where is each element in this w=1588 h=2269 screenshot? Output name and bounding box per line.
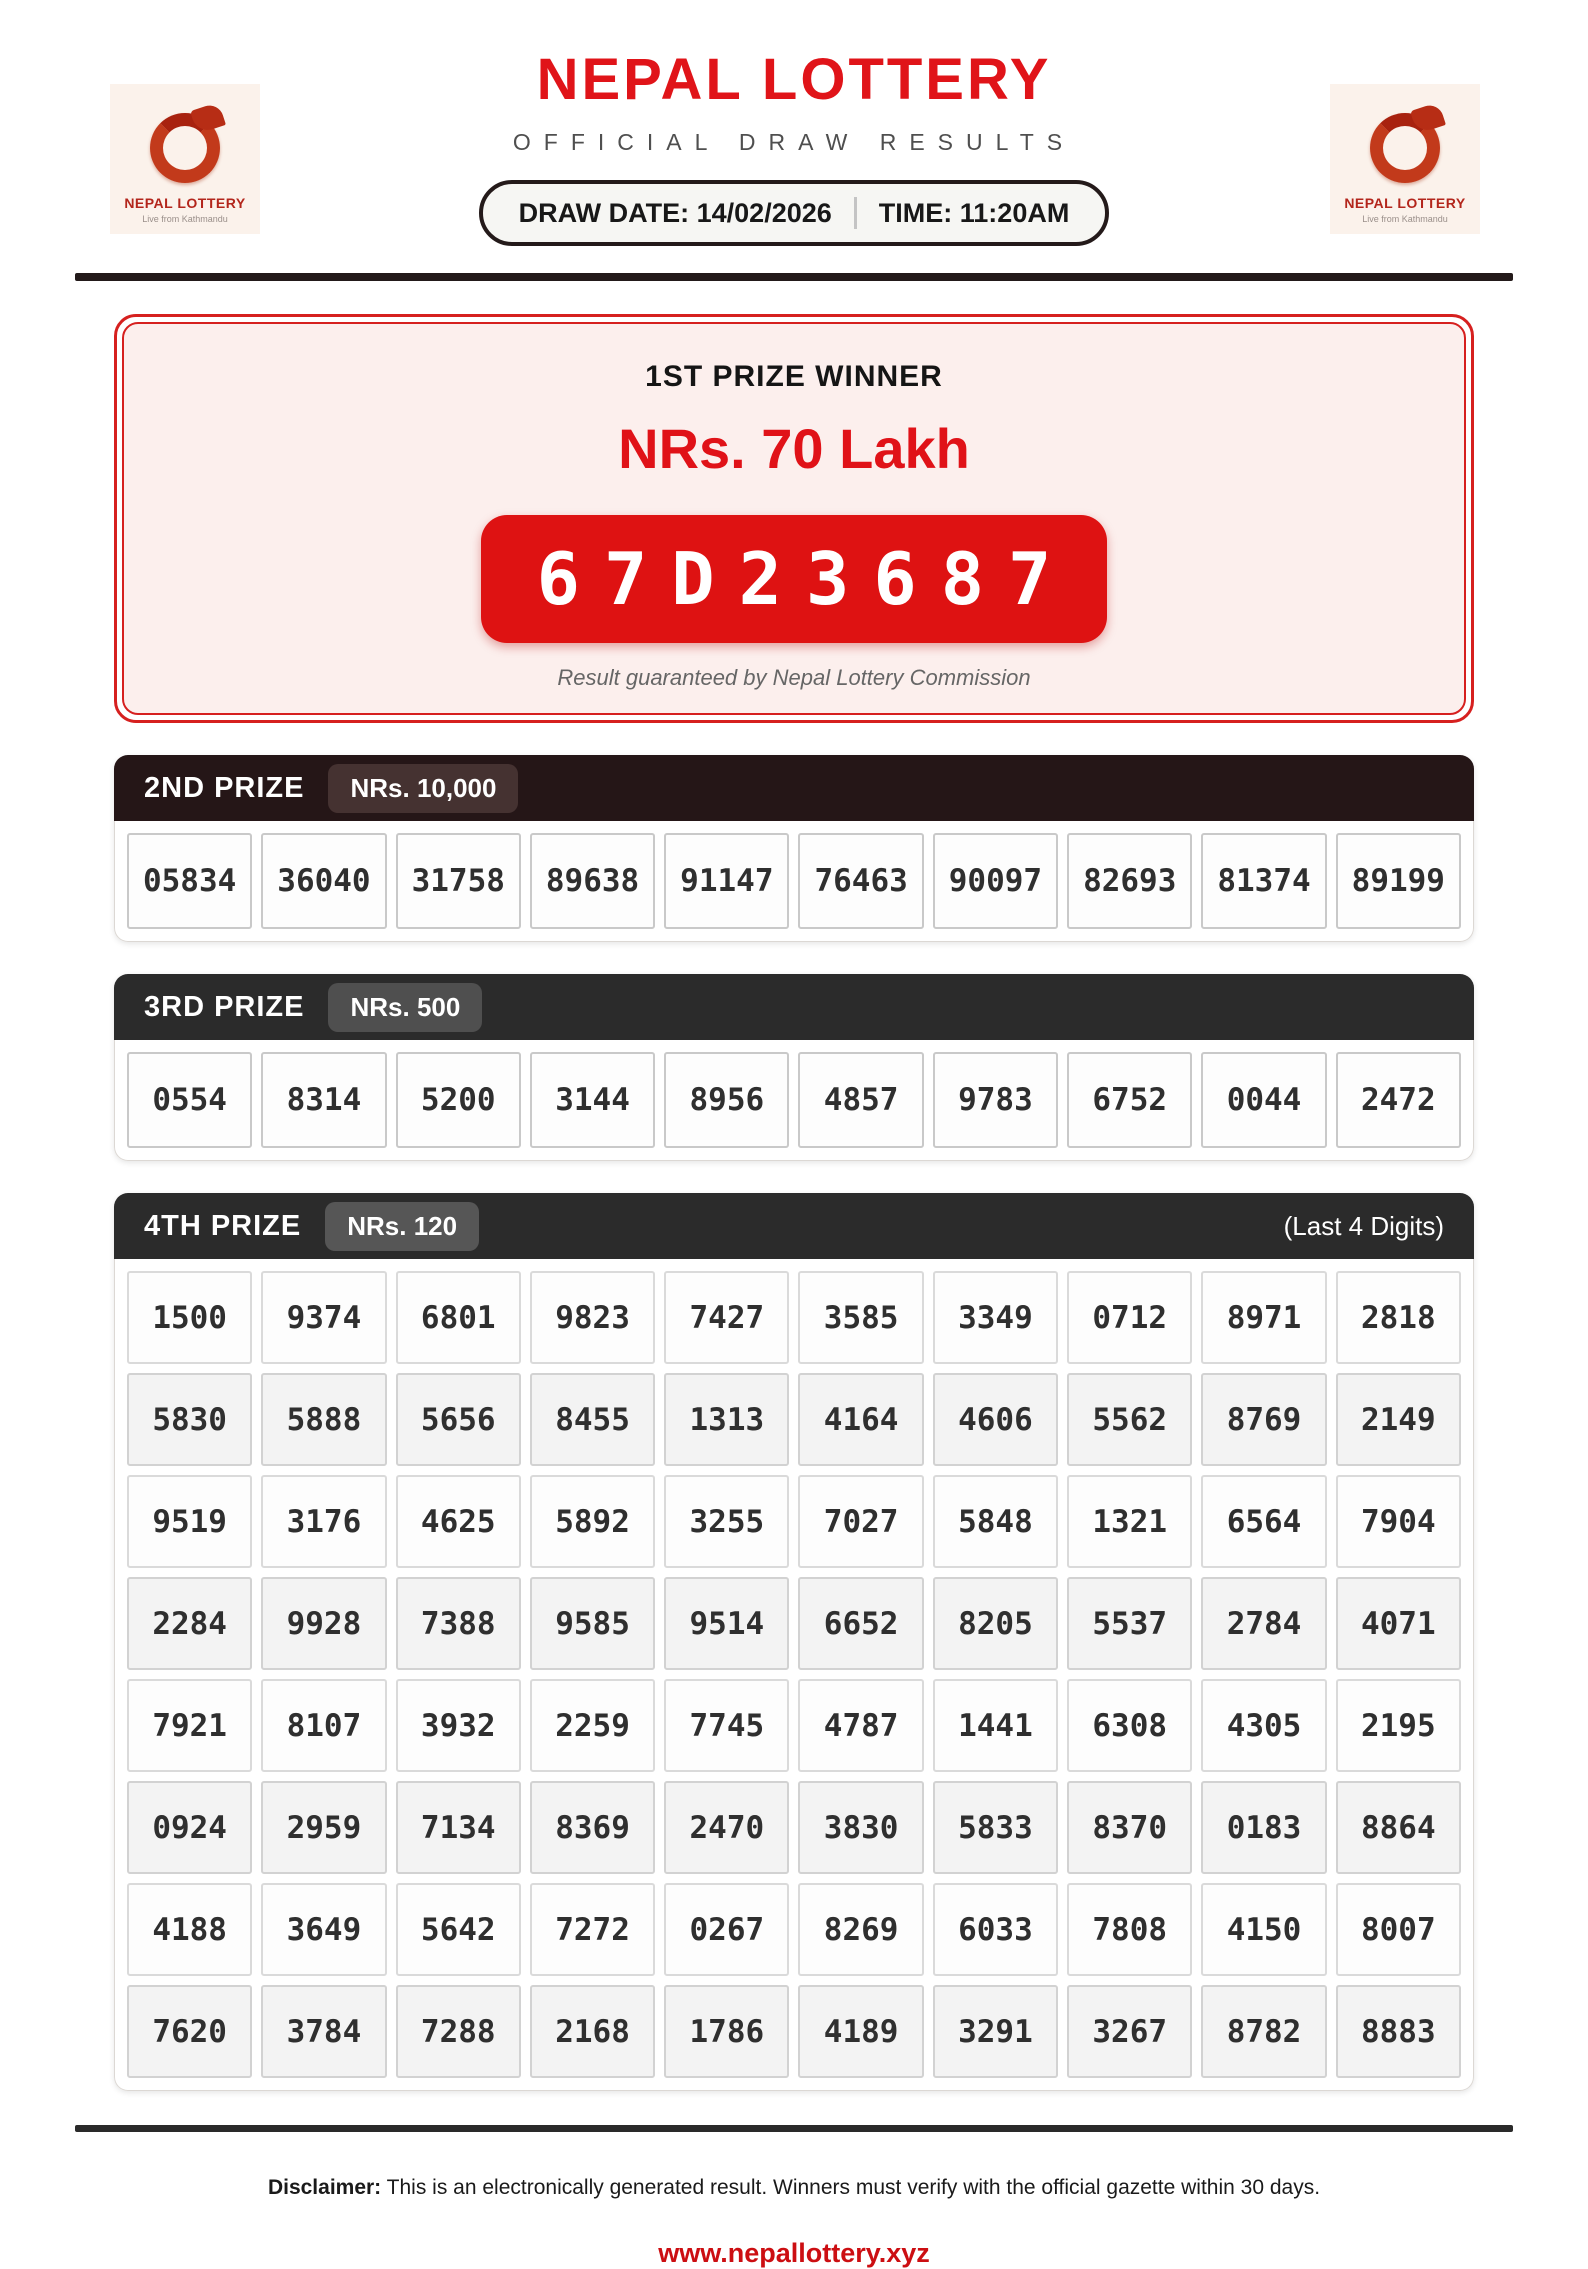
logo-tagline: Live from Kathmandu (1362, 214, 1448, 224)
draw-time-label: TIME: 11:20AM (878, 197, 1070, 228)
number-cell: 0044 (1201, 1052, 1326, 1148)
third-prize-amount-badge: NRs. 500 (328, 983, 482, 1032)
second-prize-number-row (127, 833, 1461, 929)
number-cell: 4150 (1201, 1883, 1326, 1976)
first-prize-card-inner (122, 322, 1466, 715)
fourth-prize-last4-note: (Last 4 Digits) (1283, 1210, 1444, 1241)
fourth-prize-grid-row (127, 1373, 1461, 1466)
number-cell: 3649 (261, 1883, 386, 1976)
number-cell: 2284 (127, 1577, 252, 1670)
number-cell: 91147 (664, 833, 789, 929)
number-cell: 81374 (1201, 833, 1326, 929)
number-cell: 2195 (1336, 1679, 1461, 1772)
number-cell: 2784 (1201, 1577, 1326, 1670)
number-cell: 36040 (261, 833, 386, 929)
number-cell: 76463 (798, 833, 923, 929)
number-cell: 8864 (1336, 1781, 1461, 1874)
number-cell: 3349 (933, 1271, 1058, 1364)
second-prize-section (114, 755, 1474, 942)
number-cell: 7272 (530, 1883, 655, 1976)
number-cell: 3267 (1067, 1985, 1192, 2078)
number-cell: 5830 (127, 1373, 252, 1466)
logo-name: NEPAL LOTTERY (124, 195, 246, 211)
number-cell: 4305 (1201, 1679, 1326, 1772)
number-cell: 2472 (1336, 1052, 1461, 1148)
fourth-prize-section (114, 1193, 1474, 2091)
number-cell: 6652 (798, 1577, 923, 1670)
number-cell: 4188 (127, 1883, 252, 1976)
fourth-prize-grid-row (127, 1475, 1461, 1568)
number-cell: 8007 (1336, 1883, 1461, 1976)
draw-info-pill (479, 180, 1110, 246)
number-cell: 0554 (127, 1052, 252, 1148)
number-cell: 4857 (798, 1052, 923, 1148)
number-cell: 0712 (1067, 1271, 1192, 1364)
website-link[interactable]: www.nepallottery.xyz (658, 2238, 930, 2268)
dragon-ring-icon (1364, 107, 1446, 189)
second-prize-header-bar (114, 755, 1474, 821)
first-prize-heading: 1ST PRIZE WINNER (645, 360, 943, 393)
page-subtitle: OFFICIAL DRAW RESULTS (512, 129, 1076, 155)
number-cell: 2818 (1336, 1271, 1461, 1364)
number-cell: 5888 (261, 1373, 386, 1466)
number-cell: 7388 (396, 1577, 521, 1670)
logo-tagline: Live from Kathmandu (142, 214, 228, 224)
number-cell: 7921 (127, 1679, 252, 1772)
number-cell: 4606 (933, 1373, 1058, 1466)
number-cell: 2470 (664, 1781, 789, 1874)
number-cell: 4625 (396, 1475, 521, 1568)
number-cell: 1441 (933, 1679, 1058, 1772)
pill-divider (854, 197, 857, 229)
fourth-prize-grid-row (127, 1577, 1461, 1670)
number-cell: 7620 (127, 1985, 252, 2078)
number-cell: 8370 (1067, 1781, 1192, 1874)
number-cell: 8971 (1201, 1271, 1326, 1364)
fourth-prize-grid-row (127, 1985, 1461, 2078)
number-cell: 2168 (530, 1985, 655, 2078)
number-cell: 4164 (798, 1373, 923, 1466)
fourth-prize-grid-row (127, 1679, 1461, 1772)
dragon-ring-icon (144, 107, 226, 189)
number-cell: 3255 (664, 1475, 789, 1568)
number-cell: 4787 (798, 1679, 923, 1772)
number-cell: 7427 (664, 1271, 789, 1364)
number-cell: 1313 (664, 1373, 789, 1466)
number-cell: 8107 (261, 1679, 386, 1772)
first-prize-guarantee-note: Result guaranteed by Nepal Lottery Commission (557, 665, 1031, 690)
number-cell: 90097 (933, 833, 1058, 929)
number-cell: 6033 (933, 1883, 1058, 1976)
number-cell: 5200 (396, 1052, 521, 1148)
third-prize-title: 3RD PRIZE (144, 990, 305, 1023)
fourth-prize-amount-badge: NRs. 120 (325, 1202, 479, 1251)
number-cell: 8314 (261, 1052, 386, 1148)
number-cell: 7904 (1336, 1475, 1461, 1568)
brand-logo-left (110, 84, 260, 234)
footer-divider (75, 2125, 1513, 2132)
number-cell: 5642 (396, 1883, 521, 1976)
first-prize-card (114, 314, 1474, 723)
number-cell: 1786 (664, 1985, 789, 2078)
fourth-prize-grid-row (127, 1883, 1461, 1976)
number-cell: 1500 (127, 1271, 252, 1364)
number-cell: 9928 (261, 1577, 386, 1670)
number-cell: 8956 (664, 1052, 789, 1148)
fourth-prize-numbers-grid (114, 1259, 1474, 2091)
number-cell: 7134 (396, 1781, 521, 1874)
number-cell: 8205 (933, 1577, 1058, 1670)
number-cell: 9519 (127, 1475, 252, 1568)
number-cell: 5892 (530, 1475, 655, 1568)
number-cell: 6564 (1201, 1475, 1326, 1568)
number-cell: 9823 (530, 1271, 655, 1364)
number-cell: 0183 (1201, 1781, 1326, 1874)
number-cell: 3932 (396, 1679, 521, 1772)
number-cell: 5833 (933, 1781, 1058, 1874)
number-cell: 7745 (664, 1679, 789, 1772)
number-cell: 05834 (127, 833, 252, 929)
number-cell: 8782 (1201, 1985, 1326, 2078)
number-cell: 5656 (396, 1373, 521, 1466)
number-cell: 2149 (1336, 1373, 1461, 1466)
number-cell: 7288 (396, 1985, 521, 2078)
disclaimer-label: Disclaimer: (267, 2176, 382, 2199)
disclaimer-text (0, 2176, 1588, 2200)
number-cell: 9783 (933, 1052, 1058, 1148)
number-cell: 3830 (798, 1781, 923, 1874)
third-prize-numbers-panel (114, 1040, 1474, 1161)
number-cell: 6801 (396, 1271, 521, 1364)
fourth-prize-grid-row (127, 1781, 1461, 1874)
number-cell: 0924 (127, 1781, 252, 1874)
logo-name: NEPAL LOTTERY (1344, 195, 1466, 211)
number-cell: 4189 (798, 1985, 923, 2078)
number-cell: 5537 (1067, 1577, 1192, 1670)
number-cell: 8369 (530, 1781, 655, 1874)
number-cell: 89199 (1336, 833, 1461, 929)
number-cell: 7808 (1067, 1883, 1192, 1976)
third-prize-section (114, 974, 1474, 1161)
page-title: NEPAL LOTTERY (536, 47, 1052, 112)
number-cell: 5562 (1067, 1373, 1192, 1466)
number-cell: 9585 (530, 1577, 655, 1670)
number-cell: 4071 (1336, 1577, 1461, 1670)
page-header (0, 0, 1588, 246)
number-cell: 1321 (1067, 1475, 1192, 1568)
number-cell: 7027 (798, 1475, 923, 1568)
number-cell: 3585 (798, 1271, 923, 1364)
brand-logo-right (1330, 84, 1480, 234)
number-cell: 8269 (798, 1883, 923, 1976)
number-cell: 31758 (396, 833, 521, 929)
number-cell: 5848 (933, 1475, 1058, 1568)
header-divider (75, 273, 1513, 281)
first-prize-amount: NRs. 70 Lakh (618, 417, 970, 480)
fourth-prize-grid-row (127, 1271, 1461, 1364)
first-prize-winning-number: 67D23687 (481, 515, 1108, 643)
number-cell: 2259 (530, 1679, 655, 1772)
number-cell: 82693 (1067, 833, 1192, 929)
number-cell: 89638 (530, 833, 655, 929)
number-cell: 6308 (1067, 1679, 1192, 1772)
number-cell: 8455 (530, 1373, 655, 1466)
number-cell: 9514 (664, 1577, 789, 1670)
third-prize-header-bar (114, 974, 1474, 1040)
draw-date-label: DRAW DATE: 14/02/2026 (518, 197, 832, 228)
second-prize-amount-badge: NRs. 10,000 (328, 764, 518, 813)
number-cell: 3176 (261, 1475, 386, 1568)
second-prize-title: 2ND PRIZE (144, 771, 305, 804)
fourth-prize-title: 4TH PRIZE (144, 1209, 302, 1242)
number-cell: 3784 (261, 1985, 386, 2078)
second-prize-numbers-panel (114, 821, 1474, 942)
number-cell: 3291 (933, 1985, 1058, 2078)
third-prize-number-row (127, 1052, 1461, 1148)
number-cell: 8883 (1336, 1985, 1461, 2078)
number-cell: 0267 (664, 1883, 789, 1976)
number-cell: 9374 (261, 1271, 386, 1364)
number-cell: 2959 (261, 1781, 386, 1874)
disclaimer-body: This is an electronically generated result. Winners must verify with the official gazette within 30 days. (386, 2176, 1321, 2199)
number-cell: 8769 (1201, 1373, 1326, 1466)
fourth-prize-header-bar (114, 1193, 1474, 1259)
number-cell: 3144 (530, 1052, 655, 1148)
number-cell: 6752 (1067, 1052, 1192, 1148)
